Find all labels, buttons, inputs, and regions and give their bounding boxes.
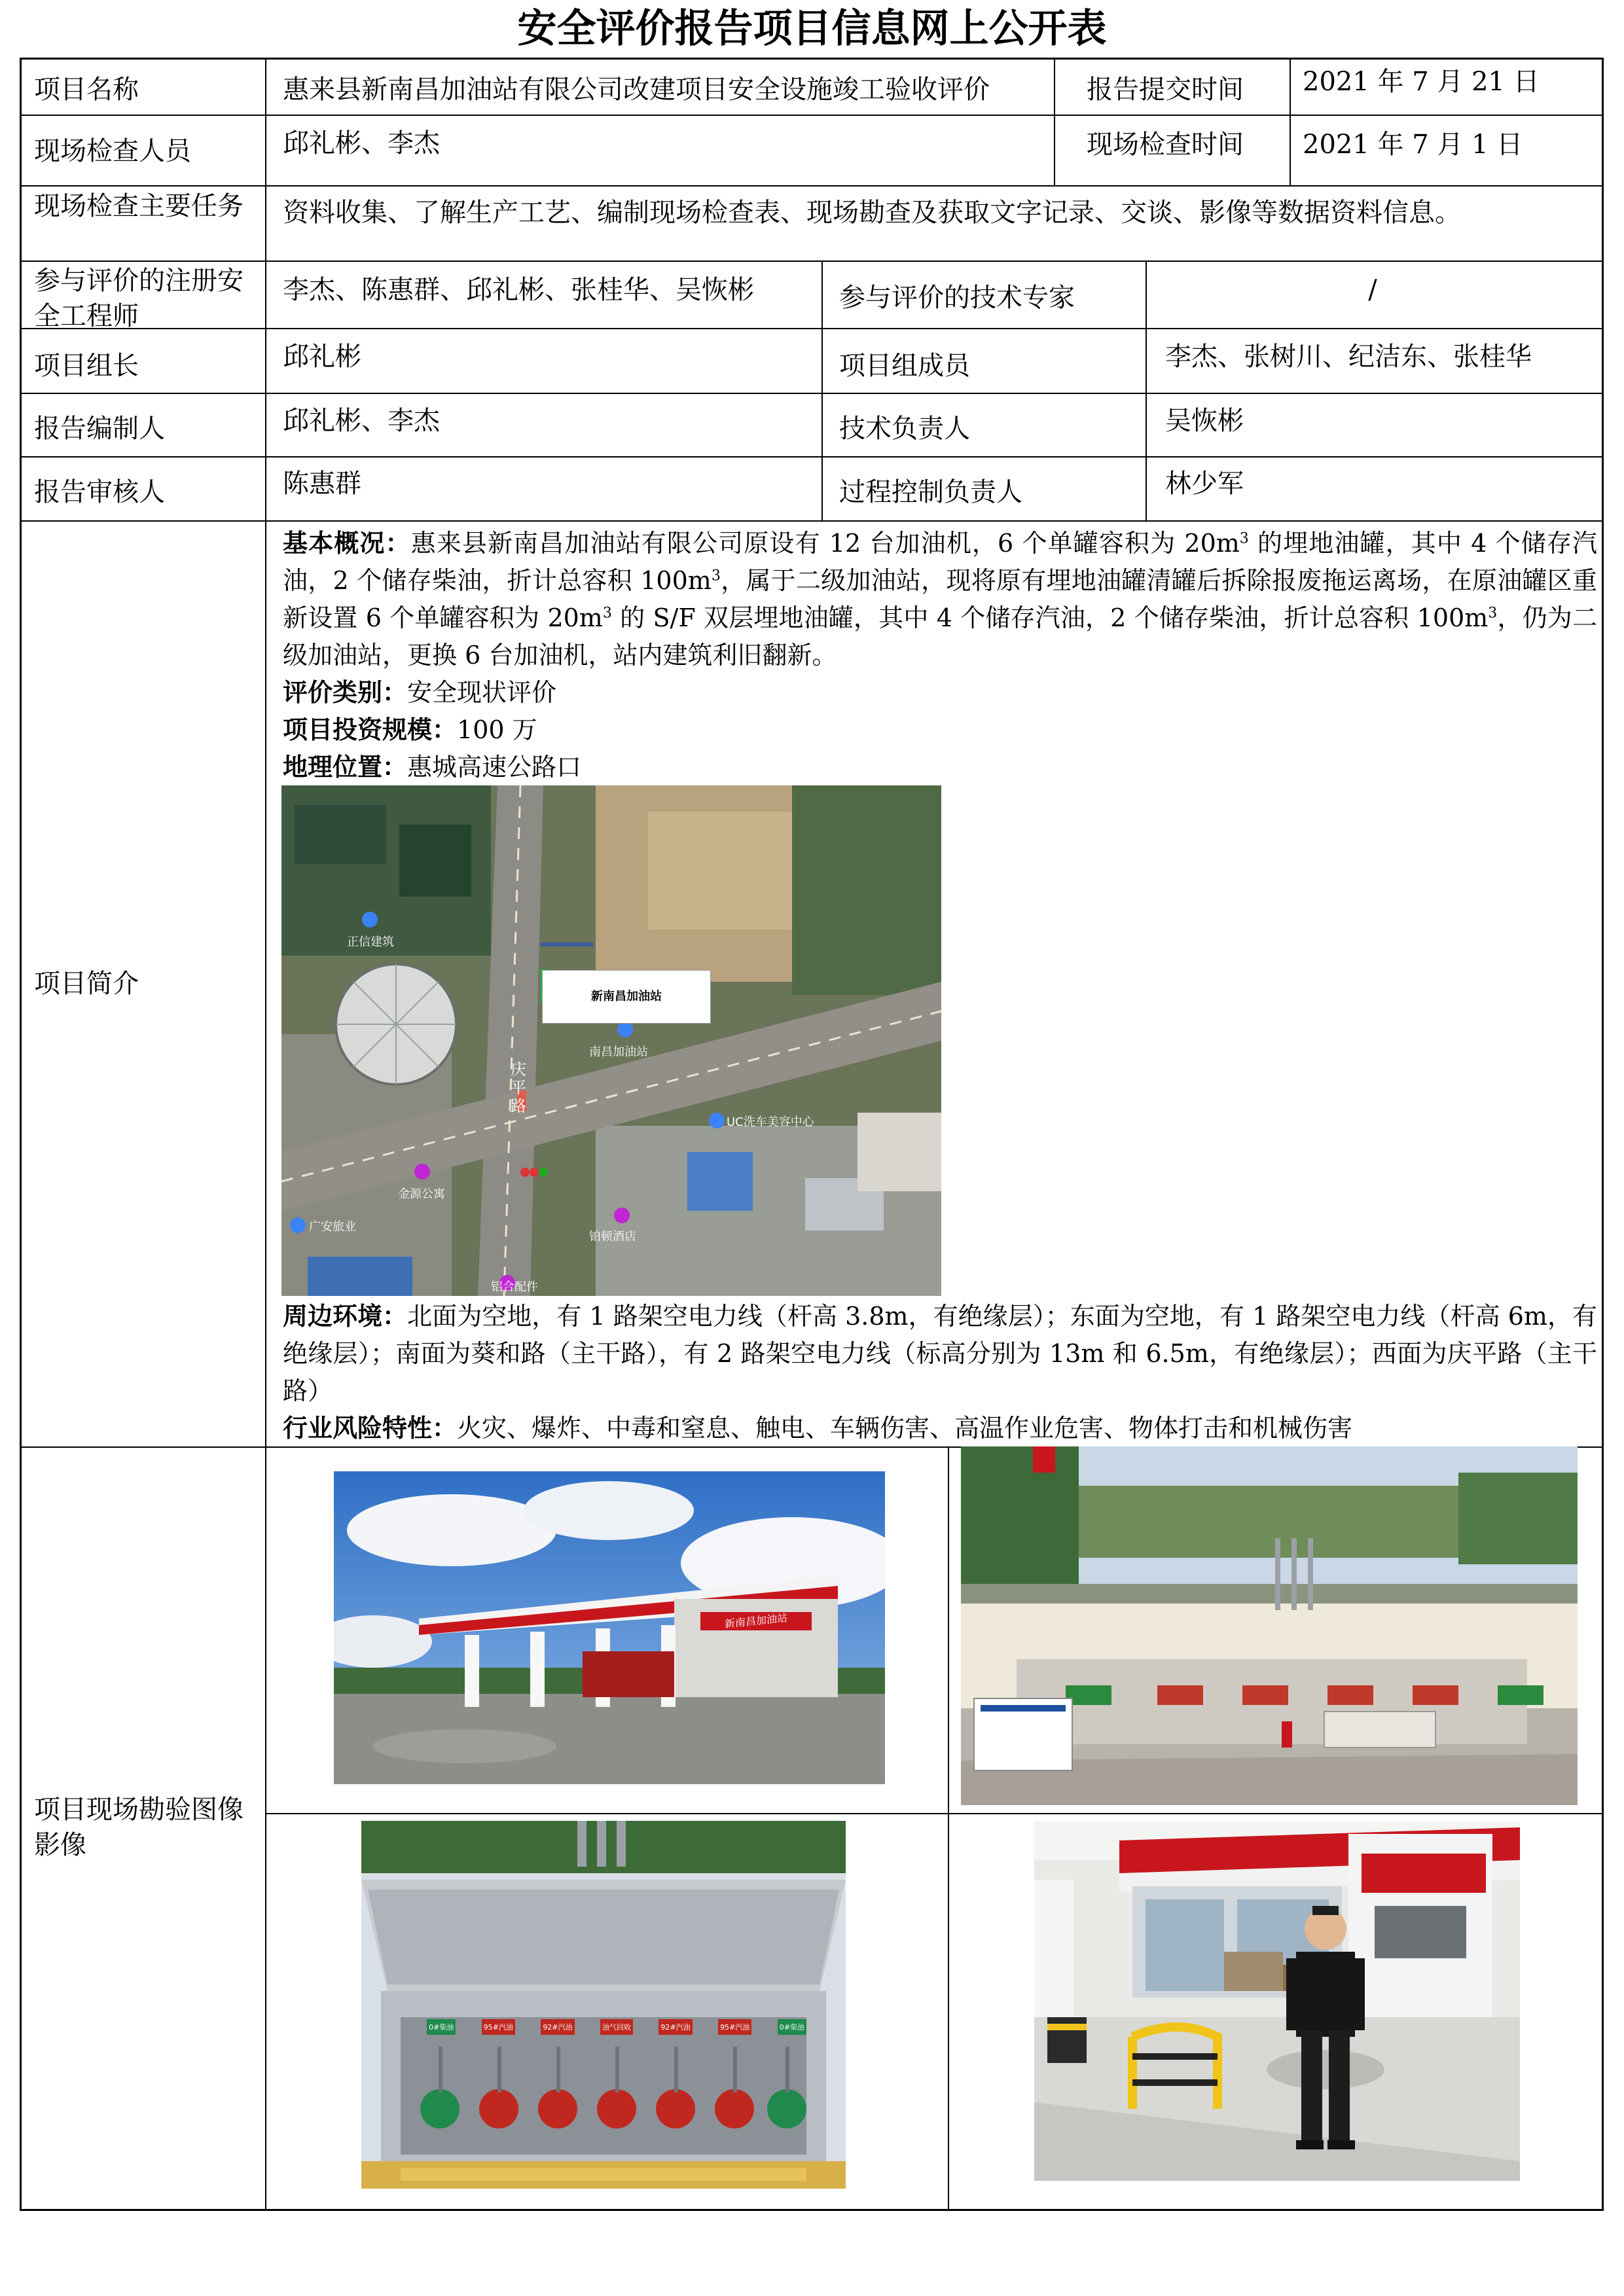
main-tasks-label: 现场检查主要任务: [34, 191, 244, 221]
pipe-tag: 0#柴油: [778, 2019, 806, 2035]
overview-heading: 基本概况：: [283, 529, 411, 558]
report-submit-time-label: 报告提交时间: [1087, 75, 1244, 105]
map-poi-label: 铝合配件: [491, 1280, 538, 1294]
investment-value: 100 万: [457, 715, 537, 744]
site-photos-label: 项目现场勘验图像影像: [34, 1795, 244, 1860]
map-poi-label: 南昌加油站: [589, 1045, 648, 1059]
pipe-tag: 95#汽油: [482, 2019, 515, 2035]
map-poi-label: UC洗车美容中心: [727, 1115, 814, 1129]
category-value: 安全现状评价: [407, 678, 557, 707]
report-submit-time-value: 2021 年 7 月 21 日: [1303, 67, 1540, 97]
report-compiler-label: 报告编制人: [34, 414, 165, 444]
tech-lead-value: 吴恢彬: [1165, 406, 1244, 436]
process-control-label: 过程控制负责人: [839, 477, 1022, 507]
investment-heading: 项目投资规模：: [283, 715, 458, 744]
team-members-value: 李杰、张树川、纪洁东、张桂华: [1165, 342, 1532, 372]
satellite-map: [281, 785, 941, 1296]
map-poi-label: 金源公寓: [398, 1187, 445, 1201]
project-intro-overview: 基本概况：惠来县新南昌加油站有限公司原设有 12 台加油机，6 个单罐容积为 $20m^3$ 的埋地油罐，其中 4 个储存汽油，2 个储存柴油，折计总容积 $100m^3$，属于二级加油站，现将原有埋地油罐清罐后拆除报废拖运离场，在原油罐区重新设置 6 个单罐容积为 $20m^3$ 的 S/F 双层埋地油罐，其中 4 个储存汽油，2 个储存柴油，折计总容积 $100m^3$，仍为二级加油站，更换 6 台加油机，站内建筑利旧翻新。 评价类别：安全现状评价 项目投资规模：100 万 地理位置：惠城高速公路口: [283, 529, 1597, 781]
surroundings-heading: 周边环境：: [283, 1302, 408, 1331]
risk-heading: 行业风险特性：: [283, 1414, 458, 1443]
project-name-label: 项目名称: [34, 75, 139, 105]
location-heading: 地理位置：: [283, 753, 408, 781]
report-compiler-value: 邱礼彬、李杰: [283, 406, 440, 436]
photo-inspector-on-site: [1034, 1821, 1520, 2181]
project-leader-value: 邱礼彬: [283, 342, 361, 372]
project-intro-label: 项目简介: [34, 969, 139, 999]
photo-station-canopy: [334, 1471, 885, 1784]
map-road-label: 庆平路: [511, 1060, 526, 1115]
tech-lead-label: 技术负责人: [839, 414, 970, 444]
project-intro-details: [283, 1298, 1597, 1447]
map-poi-label: 铂顿酒店: [589, 1230, 636, 1244]
inspectors-value: 邱礼彬、李杰: [283, 128, 440, 158]
main-tasks-value: 资料收集、了解生产工艺、编制现场检查表、现场勘查及获取文字记录、交谈、影像等数据资料信息。: [283, 198, 1461, 228]
project-name-value: 惠来县新南昌加油站有限公司改建项目安全设施竣工验收评价: [283, 75, 990, 105]
document-title: 安全评价报告项目信息网上公开表: [517, 6, 1107, 52]
pipe-tag: 0#柴油: [427, 2019, 456, 2035]
tech-experts-value: /: [1368, 275, 1377, 305]
engineers-label: 参与评价的注册安全工程师: [34, 266, 244, 331]
category-heading: 评价类别：: [283, 678, 408, 707]
map-station-label: 新南昌加油站: [542, 970, 711, 1024]
risk-value: 火灾、爆炸、中毒和窒息、触电、车辆伤害、高温作业危害、物体打击和机械伤害: [457, 1414, 1353, 1443]
surroundings-value: 北面为空地，有 1 路架空电力线（杆高 3.8m，有绝缘层）；东面为空地，有 1 路架空电力线（杆高 6m，有绝缘层）；南面为葵和路（主干路），有 2 路架空电力线（标高分别为 13m 和 6.5m，有绝缘层）；西面为庆平路（主干路）: [283, 1302, 1597, 1405]
engineers-value: 李杰、陈惠群、邱礼彬、张桂华、吴恢彬: [283, 275, 754, 305]
tech-experts-label: 参与评价的技术专家: [839, 283, 1075, 313]
pipe-tag: 95#汽油: [718, 2019, 751, 2035]
pipe-tag-row: [427, 2019, 806, 2035]
pipe-tag: 92#汽油: [659, 2019, 692, 2035]
report-reviewer-label: 报告审核人: [34, 477, 165, 507]
team-members-label: 项目组成员: [839, 351, 970, 381]
pipe-tag: 油气回收: [600, 2019, 633, 2035]
project-leader-label: 项目组长: [34, 351, 139, 381]
pipe-tag: 92#汽油: [541, 2019, 574, 2035]
inspection-time-value: 2021 年 7 月 1 日: [1303, 130, 1523, 160]
map-poi-label: 广安旅业: [309, 1220, 356, 1234]
location-value: 惠城高速公路口: [407, 753, 582, 781]
process-control-value: 林少军: [1165, 469, 1244, 499]
photo-pipe-cabinet: [361, 1821, 846, 2189]
photo-tank-area: [961, 1446, 1578, 1805]
inspection-time-label: 现场检查时间: [1087, 130, 1244, 160]
map-poi-label: 正信建筑: [347, 935, 394, 949]
report-reviewer-value: 陈惠群: [283, 469, 361, 499]
inspectors-label: 现场检查人员: [34, 136, 191, 166]
station-sign-text: 新南昌加油站: [724, 1611, 787, 1631]
